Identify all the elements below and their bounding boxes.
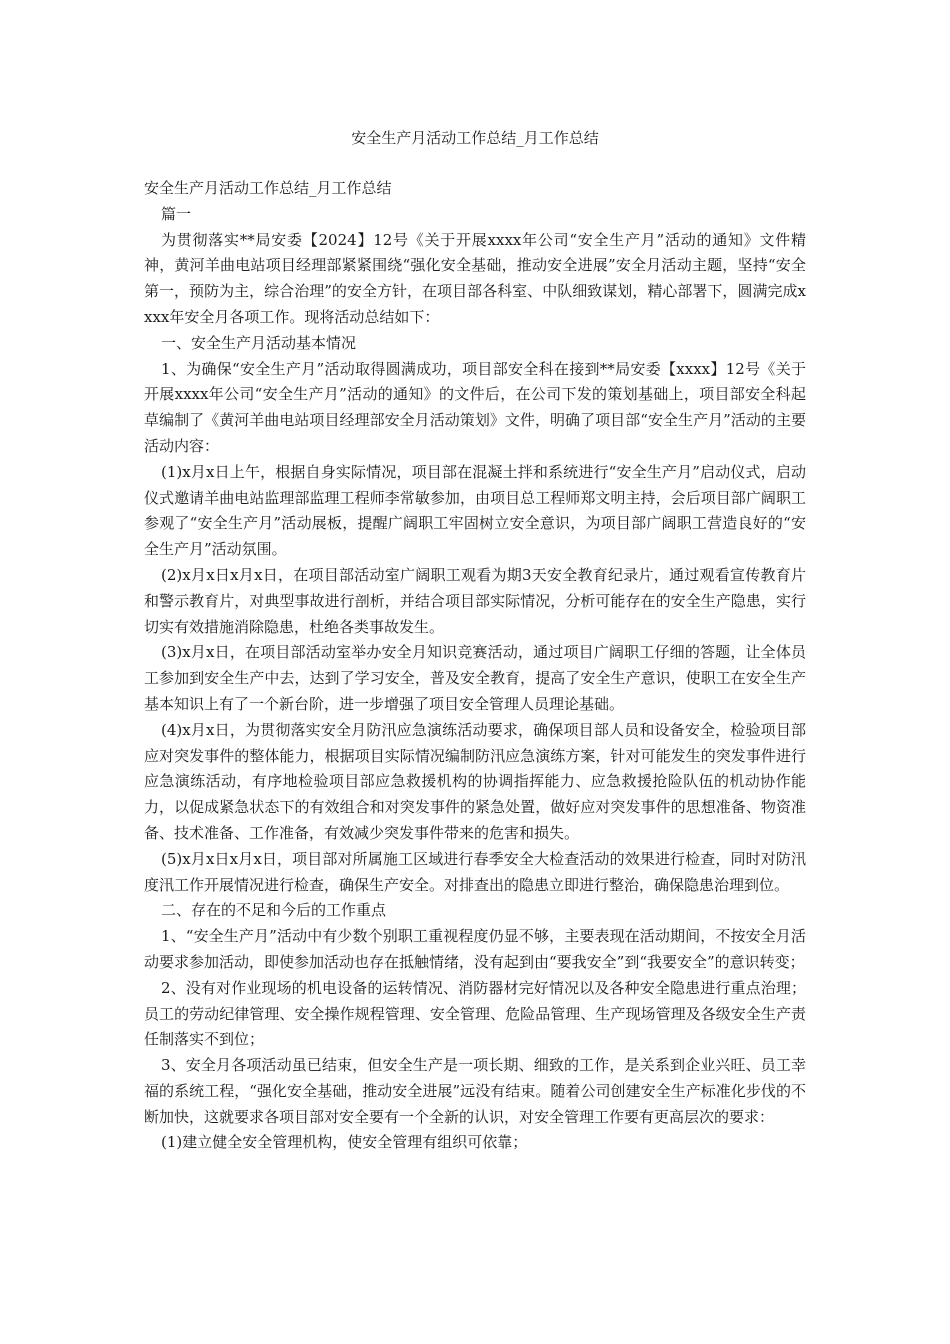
paragraph-subitem-1: (1)x月x日上午，根据自身实际情况，项目部在混凝土拌和系统进行“安全生产月”启动仪式，启动仪式邀请羊曲电站监理部监理工程师李常敏参加，由项目总工程师郑文明主持，会后项目部广阔职工参观了“安全生产月”活动展板，提醒广阔职工牢固树立安全意识，为项目部广阔职工营造良好的“安全生产月”活动氛围。 — [144, 462, 806, 559]
paragraph-subitem-4: (4)x月x日，为贯彻落实安全月防汛应急演练活动要求，确保项目部人员和设备安全，检验项目部应对突发事件的整体能力，根据项目实际情况编制防汛应急演练方案，针对可能发生的突发事件进行应急演练活动，有序地检验项目部应急救援机构的协调指挥能力、应急救援抢险队伍的机动协作能力，以促成紧急状态下的有效组合和对突发事件的紧急处置，做好应对突发事件的思想准备、物资准备、技术准备、工作准备，有效减少突发事件带来的危害和损失。 — [144, 720, 806, 842]
paragraph-issue-3: 3、安全月各项活动虽已结束，但安全生产是一项长期、细致的工作，是关系到企业兴旺、员工幸福的系统工程，“强化安全基础，推动安全进展”远没有结束。随着公司创建安全生产标准化步伐的不断加快，这就要求各项目部对安全要有一个全新的认识，对安全管理工作要有更高层次的要求： — [144, 1056, 806, 1126]
paragraph-intro: 为贯彻落实**局安委【2024】12号《关于开展xxxx年公司“安全生产月”活动的通知》文件精神，黄河羊曲电站项目经理部紧紧围绕“强化安全基础，推动安全进展”安全月活动主题，坚持“安全第一，预防为主，综合治理”的安全方针，在项目部各科室、中队细致谋划，精心部署下，圆满完成xxxx年安全月各项工作。现将活动总结如下： — [144, 230, 806, 326]
paragraph-subitem-3: (3)x月x日，在项目部活动室举办安全月知识竞赛活动，通过项目广阔职工仔细的答题，让全体员工参加到安全生产中去，达到了学习安全，普及安全教育，提高了安全生产意识，使职工在安全生产基本知识上有了一个新台阶，进一步增强了项目安全管理人员理论基础。 — [144, 643, 806, 713]
paragraph-issue-1: 1、“安全生产月”活动中有少数个别职工重视程度仍显不够，主要表现在活动期间，不按安全月活动要求参加活动，即使参加活动也存在抵触情绪，没有起到由“要我安全”到“我要安全”的意识转变； — [144, 927, 806, 971]
paragraph-issue-2: 2、没有对作业现场的机电设备的运转情况、消防器材完好情况以及各种安全隐患进行重点治理；员工的劳动纪律管理、安全操作规程管理、安全管理、危险品管理、生产现场管理及各级安全生产责任制落实不到位； — [144, 978, 806, 1049]
section-label-pian-yi: 篇一 — [161, 204, 192, 223]
paragraph-item-1: 1、为确保“安全生产月”活动取得圆满成功，项目部安全科在接到**局安委【xxxx】12号《关于开展xxxx年公司“安全生产月”活动的通知》的文件后，在公司下发的策划基础上，项目部安全科起草编制了《黄河羊曲电站项目经理部安全月活动策划》文件，明确了项目部“安全生产月”活动的主要活动内容： — [144, 359, 806, 455]
document-subtitle: 安全生产月活动工作总结_月工作总结 — [144, 179, 392, 197]
paragraph-subitem-2: (2)x月x日x月x日，在项目部活动室广阔职工观看为期3天安全教育纪录片，通过观看宣传教育片和警示教育片，对典型事故进行剖析，并结合项目部实际情况，分析可能存在的安全生产隐患，实行切实有效措施消除隐患，杜绝各类事故发生。 — [144, 565, 806, 636]
document-body — [144, 176, 806, 1156]
document-title: 安全生产月活动工作总结_月工作总结 — [351, 129, 599, 147]
paragraph-subitem-5: (5)x月x日x月x日，项目部对所属施工区域进行春季安全大检查活动的效果进行检查，同时对防汛度汛工作开展情况进行检查，确保生产安全。对排查出的隐患立即进行整治，确保隐患治理到位。 — [144, 849, 806, 894]
heading-section-1: 一、安全生产月活动基本情况 — [161, 333, 357, 352]
paragraph-requirement-1: (1)建立健全安全管理机构，使安全管理有组织可依靠； — [161, 1133, 528, 1152]
heading-section-2: 二、存在的不足和今后的工作重点 — [161, 901, 387, 920]
